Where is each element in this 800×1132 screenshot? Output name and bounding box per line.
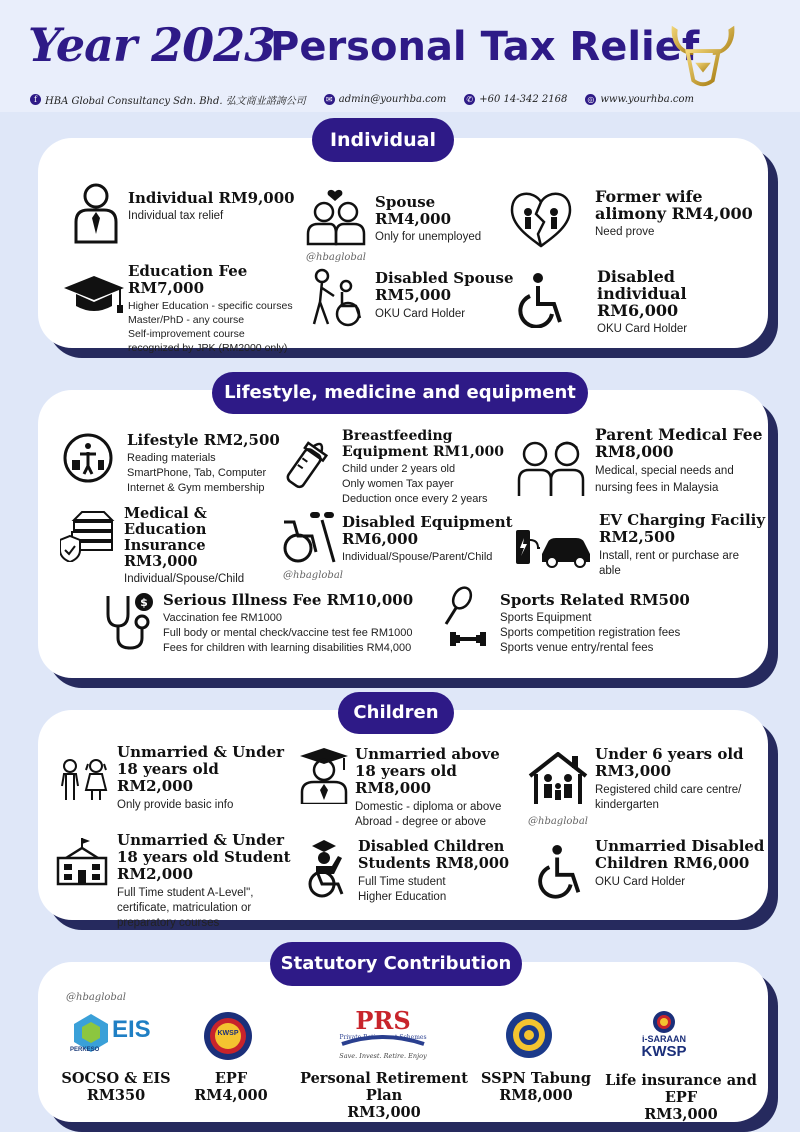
disabled-equipment-icon	[278, 508, 340, 566]
contrib-label: SOCSO & EIS	[61, 1070, 171, 1087]
item-spouse	[375, 194, 515, 245]
item-desc: OKU Card Holder	[597, 323, 688, 335]
kwsp-text: KWSP	[641, 1043, 687, 1060]
item-title: Lifestyle RM2,500	[127, 431, 280, 449]
item-desc: Sports competition registration fees	[500, 627, 681, 639]
wheelchair-icon	[534, 842, 588, 900]
item-breastfeeding	[342, 428, 517, 507]
facebook-icon: f	[30, 94, 41, 105]
prs-tagline: Save. Invest. Retire. Enjoy	[339, 1052, 427, 1060]
contrib-sspn	[478, 1070, 594, 1104]
item-desc: Higher Education	[358, 891, 447, 903]
contrib-life-insurance	[596, 1072, 766, 1123]
item-title: EV Charging Faciliy RM2,500	[599, 511, 766, 546]
contact-phone[interactable]	[464, 92, 567, 107]
item-disabled-individual	[597, 268, 767, 337]
item-desc: kindergarten	[595, 799, 659, 811]
contrib-amount: RM8,000	[499, 1087, 573, 1104]
epf-logo-text: KWSP	[217, 1030, 239, 1037]
kwsp-logo-icon	[652, 1010, 676, 1034]
item-parent-medical	[595, 426, 765, 497]
contact-text: admin@yourhba.com	[338, 94, 447, 105]
item-disabled-equipment	[342, 514, 517, 565]
item-title: Spouse RM4,000	[375, 193, 452, 228]
contrib-label: Personal Retirement Plan	[300, 1070, 468, 1104]
contrib-amount: RM350	[86, 1087, 146, 1104]
disabled-graduate-icon	[298, 838, 354, 898]
title-main: Personal Tax Relief	[270, 24, 700, 70]
item-title: Under 6 years old RM3,000	[595, 745, 744, 780]
lifestyle-icon	[62, 432, 114, 484]
item-title: Sports Related RM500	[500, 591, 690, 609]
parents-icon	[515, 436, 587, 498]
item-desc: OKU Card Holder	[375, 308, 466, 320]
item-title: Parent Medical Fee RM8,000	[595, 425, 763, 461]
item-desc: Full body or mental check/vaccine test fee RM1000	[163, 627, 413, 639]
item-title: Education Fee RM7,000	[128, 262, 248, 297]
family-house-icon	[528, 752, 588, 806]
contrib-socso	[56, 1070, 176, 1104]
contrib-prs	[290, 1070, 478, 1121]
item-title: Unmarried & Under 18 years old RM2,000	[117, 743, 285, 795]
item-serious-illness	[163, 592, 453, 656]
item-desc: Self-improvement course	[128, 328, 245, 340]
prs-subtitle: Private Retirement Schemes	[339, 1034, 427, 1041]
item-desc: recognized by JPK (RM2000 only)	[128, 342, 288, 354]
person-icon	[70, 182, 122, 244]
item-ev-charging	[599, 512, 767, 579]
contact-facebook[interactable]	[30, 92, 306, 107]
item-lifestyle	[127, 432, 287, 496]
item-under-6	[595, 746, 767, 813]
broken-heart-icon	[508, 188, 574, 248]
item-desc: Individual tax relief	[128, 210, 224, 222]
item-desc: Abroad - degree or above	[355, 816, 487, 828]
item-desc: Higher Education - specific courses	[128, 300, 293, 312]
item-title: Unmarried Disabled Children RM6,000	[595, 837, 765, 872]
couple-icon	[304, 188, 366, 246]
item-title: Former wife alimony RM4,000	[595, 187, 753, 223]
item-child-above-18	[355, 746, 525, 830]
section-heading-individual: Individual	[312, 118, 454, 162]
contrib-amount: RM3,000	[347, 1104, 421, 1121]
item-desc: able	[599, 565, 621, 577]
item-desc: Individual/Spouse/Child	[124, 573, 245, 585]
item-education-fee	[128, 263, 308, 355]
watermark: @hbaglobal	[66, 992, 126, 1003]
watermark: @hbaglobal	[283, 570, 343, 581]
contact-email[interactable]	[324, 92, 446, 107]
item-desc: Fees for children with learning disabilities RM4,000	[163, 642, 412, 654]
svg-text:$: $	[140, 596, 148, 609]
item-desc: Only for unemployed	[375, 231, 482, 243]
item-desc: preparatory courses	[117, 917, 220, 929]
item-sports	[500, 592, 760, 656]
item-desc: Domestic - diploma or above	[355, 801, 502, 813]
item-desc: Child under 2 years old	[342, 463, 456, 475]
children-icon	[56, 756, 110, 802]
prs-logo-text: PRS	[355, 1006, 411, 1035]
item-disabled-children-students	[358, 838, 543, 905]
item-desc: Install, rent or purchase are	[599, 550, 739, 562]
section-heading-lifestyle: Lifestyle, medicine and equipment	[212, 372, 588, 414]
item-title: Disabled Spouse RM5,000	[375, 269, 514, 304]
section-heading-statutory: Statutory Contribution	[270, 942, 522, 986]
item-desc: Registered child care centre/	[595, 784, 742, 796]
item-desc: Vaccination fee RM1000	[163, 612, 283, 624]
contact-text: HBA Global Consultancy Sdn. Bhd. 弘文商业諮詢公司	[45, 96, 306, 107]
title-year: Year 2023	[28, 18, 276, 72]
wheelchair-icon	[514, 272, 570, 328]
contrib-epf	[186, 1070, 276, 1104]
item-title: Medical & Education Insurance RM3,000	[124, 505, 207, 570]
item-title: Disabled individual RM6,000	[597, 267, 687, 320]
item-desc: Full Time student A-Level",	[117, 887, 254, 899]
item-title: Breastfeeding Equipment RM1,000	[342, 428, 504, 460]
insurance-icon	[60, 508, 118, 562]
item-desc: nursing fees in Malaysia	[595, 482, 719, 494]
item-child-under-18	[117, 744, 297, 813]
graduation-cap-icon	[62, 272, 126, 316]
item-desc: Sports Equipment	[500, 612, 592, 624]
item-title: Unmarried above 18 years old RM8,000	[355, 745, 500, 797]
graduate-icon	[298, 746, 350, 804]
ev-charging-icon	[514, 526, 594, 568]
contact-website[interactable]	[585, 92, 694, 107]
item-desc: Reading materials	[127, 452, 216, 464]
contrib-label: EPF	[214, 1070, 248, 1087]
item-unmarried-disabled-children	[595, 838, 767, 890]
watermark: @hbaglobal	[528, 816, 588, 827]
item-medical-insurance	[124, 506, 284, 587]
item-title: Disabled Children Students RM8,000	[358, 838, 510, 872]
contrib-label: Life insurance and EPF	[605, 1072, 757, 1106]
item-desc: Master/PhD - any course	[128, 314, 245, 326]
item-desc: Full Time student	[358, 876, 446, 888]
eis-logo-text: EIS	[112, 1016, 151, 1043]
wheelchair-assist-icon	[308, 268, 368, 328]
contrib-amount: RM3,000	[644, 1106, 718, 1123]
contact-text: www.yourhba.com	[600, 94, 694, 105]
stethoscope-icon	[100, 592, 156, 650]
contact-row	[30, 92, 770, 107]
item-title: Unmarried & Under 18 years old Student RM2,000	[117, 831, 291, 883]
perkeso-text: PERKESO	[70, 1047, 100, 1053]
item-title: Individual RM9,000	[128, 189, 295, 207]
item-alimony	[595, 188, 765, 240]
sspn-logo-icon	[504, 1010, 554, 1060]
contact-text: +60 14-342 2168	[479, 94, 568, 105]
globe-icon: ◎	[585, 94, 596, 105]
item-desc: Only women Tax payer	[342, 478, 454, 490]
baby-bottle-icon	[278, 436, 336, 492]
item-desc: OKU Card Holder	[595, 876, 686, 888]
item-desc: Only provide basic info	[117, 799, 234, 811]
item-disabled-spouse	[375, 270, 515, 322]
item-child-student	[117, 832, 302, 931]
item-desc: Internet & Gym membership	[127, 482, 265, 494]
watermark: @hbaglobal	[306, 252, 366, 263]
isaraan-text: i-SARAAN	[642, 1034, 686, 1044]
item-desc: certificate, matriculation or	[117, 902, 252, 914]
school-icon	[56, 836, 108, 886]
item-title: Serious Illness Fee RM10,000	[163, 591, 414, 609]
phone-icon: ✆	[464, 94, 475, 105]
item-title: Disabled Equipment RM6,000	[342, 513, 513, 548]
contrib-amount: RM4,000	[194, 1087, 268, 1104]
item-desc: Need prove	[595, 226, 655, 238]
item-desc: Deduction once every 2 years	[342, 493, 488, 505]
item-desc: Individual/Spouse/Parent/Child	[342, 551, 493, 563]
item-individual	[128, 190, 298, 224]
sports-icon	[436, 586, 496, 648]
item-desc: SmartPhone, Tab, Computer	[127, 467, 267, 479]
header	[0, 0, 800, 112]
item-desc: Medical, special needs and	[595, 465, 734, 477]
section-heading-children: Children	[338, 692, 454, 734]
item-desc: Sports venue entry/rental fees	[500, 642, 654, 654]
bull-logo-icon	[664, 16, 742, 94]
email-icon: ✉	[324, 94, 335, 105]
contrib-label: SSPN Tabung	[481, 1070, 591, 1087]
